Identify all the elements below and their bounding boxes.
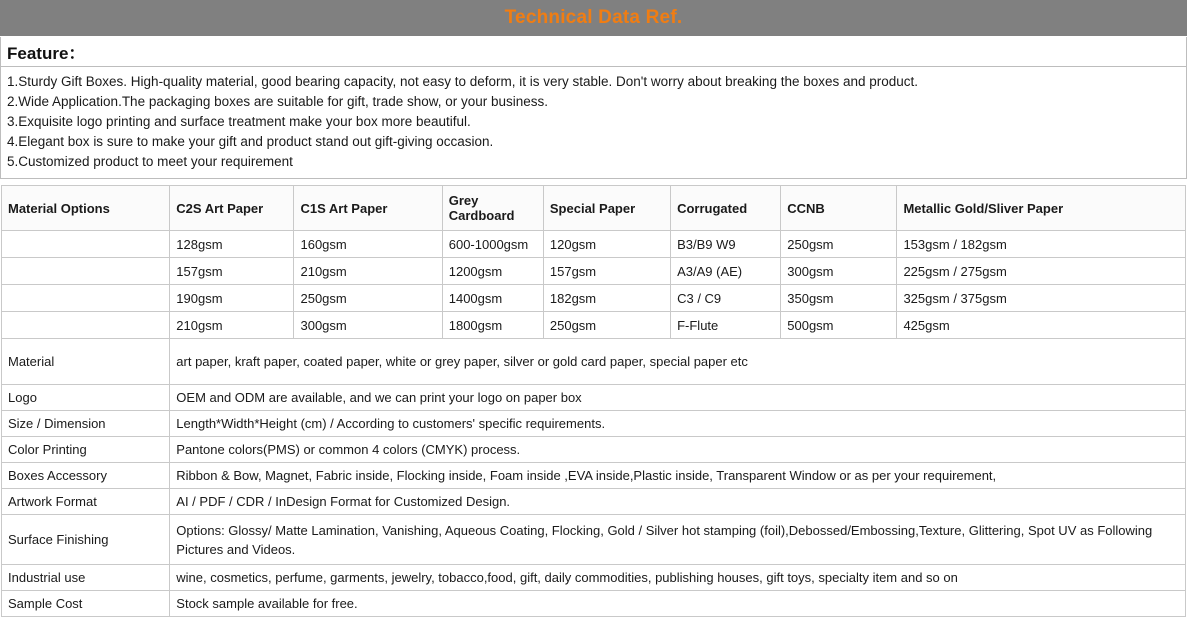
feature-line: 4.Elegant box is sure to make your gift and product stand out gift-giving occasion.: [7, 134, 494, 149]
material-cell: 1200gsm: [442, 258, 543, 285]
material-header-cell: Grey Cardboard: [442, 186, 543, 231]
detail-label: Logo: [2, 385, 170, 411]
table-row: [2, 285, 1186, 312]
material-cell: F-Flute: [671, 312, 781, 339]
material-cell: B3/B9 W9: [671, 231, 781, 258]
material-cell: 120gsm: [543, 231, 670, 258]
table-row: [2, 437, 1186, 463]
feature-line: 5.Customized product to meet your requirement: [7, 154, 293, 169]
table-row: [2, 463, 1186, 489]
detail-value: Options: Glossy/ Matte Lamination, Vanishing, Aqueous Coating, Flocking, Gold / Silver hot stamping (foil),Debossed/Embossing,Texture, Glittering, Spot UV as Following Pictures and Videos.: [170, 515, 1186, 565]
detail-value: Pantone colors(PMS) or common 4 colors (CMYK) process.: [170, 437, 1186, 463]
material-header-cell: C2S Art Paper: [170, 186, 294, 231]
material-header-cell: C1S Art Paper: [294, 186, 442, 231]
material-cell: [2, 285, 170, 312]
material-cell: 350gsm: [781, 285, 897, 312]
material-cell: 500gsm: [781, 312, 897, 339]
material-cell: 1800gsm: [442, 312, 543, 339]
detail-label: Boxes Accessory: [2, 463, 170, 489]
feature-heading: Feature：: [7, 44, 86, 63]
table-row: [2, 411, 1186, 437]
material-cell: 250gsm: [543, 312, 670, 339]
material-cell: C3 / C9: [671, 285, 781, 312]
material-cell: 210gsm: [170, 312, 294, 339]
feature-line: 1.Sturdy Gift Boxes. High-quality material, good bearing capacity, not easy to deform, it is very stable. Don't worry about breaking the boxes and product.: [7, 74, 919, 89]
material-cell: [2, 258, 170, 285]
detail-value: OEM and ODM are available, and we can print your logo on paper box: [170, 385, 1186, 411]
detail-value: art paper, kraft paper, coated paper, white or grey paper, silver or gold card paper, special paper etc: [170, 339, 1186, 385]
table-row: [2, 385, 1186, 411]
detail-value: AI / PDF / CDR / InDesign Format for Customized Design.: [170, 489, 1186, 515]
table-row: [2, 258, 1186, 285]
material-cell: 600-1000gsm: [442, 231, 543, 258]
material-cell: 300gsm: [781, 258, 897, 285]
feature-list: [0, 67, 1187, 179]
material-cell: 1400gsm: [442, 285, 543, 312]
material-cell: 160gsm: [294, 231, 442, 258]
material-header-row: [2, 186, 1186, 231]
material-header-cell: Material Options: [2, 186, 170, 231]
specification-table: [1, 185, 1186, 617]
material-header-cell: Special Paper: [543, 186, 670, 231]
table-row: [2, 339, 1186, 385]
page-title: Technical Data Ref.: [504, 7, 683, 28]
material-cell: [2, 312, 170, 339]
material-cell: 250gsm: [781, 231, 897, 258]
detail-label: Artwork Format: [2, 489, 170, 515]
title-bar: [0, 0, 1187, 37]
material-cell: 182gsm: [543, 285, 670, 312]
detail-label: Size / Dimension: [2, 411, 170, 437]
table-row: [2, 591, 1186, 617]
material-cell: 157gsm: [170, 258, 294, 285]
material-header-cell: Metallic Gold/Sliver Paper: [897, 186, 1186, 231]
material-header-cell: CCNB: [781, 186, 897, 231]
table-row: [2, 515, 1186, 565]
material-cell: 425gsm: [897, 312, 1186, 339]
table-row: [2, 489, 1186, 515]
detail-label: Surface Finishing: [2, 515, 170, 565]
material-cell: 250gsm: [294, 285, 442, 312]
detail-value: wine, cosmetics, perfume, garments, jewelry, tobacco,food, gift, daily commodities, publishing houses, gift toys, specialty item and so on: [170, 565, 1186, 591]
table-row: [2, 312, 1186, 339]
detail-value: Ribbon & Bow, Magnet, Fabric inside, Flocking inside, Foam inside ,EVA inside,Plastic inside, Transparent Window or as per your requirement,: [170, 463, 1186, 489]
material-cell: A3/A9 (AE): [671, 258, 781, 285]
material-cell: 325gsm / 375gsm: [897, 285, 1186, 312]
detail-value: Length*Width*Height (cm) / According to customers' specific requirements.: [170, 411, 1186, 437]
detail-value: Stock sample available for free.: [170, 591, 1186, 617]
table-row: [2, 231, 1186, 258]
detail-label: Material: [2, 339, 170, 385]
material-cell: 225gsm / 275gsm: [897, 258, 1186, 285]
detail-label: Industrial use: [2, 565, 170, 591]
material-cell: 128gsm: [170, 231, 294, 258]
detail-label: Sample Cost: [2, 591, 170, 617]
material-header-cell: Corrugated: [671, 186, 781, 231]
material-cell: [2, 231, 170, 258]
material-cell: 300gsm: [294, 312, 442, 339]
table-row: [2, 565, 1186, 591]
feature-heading-row: [0, 37, 1187, 67]
material-cell: 157gsm: [543, 258, 670, 285]
detail-label: Color Printing: [2, 437, 170, 463]
material-cell: 210gsm: [294, 258, 442, 285]
feature-line: 3.Exquisite logo printing and surface treatment make your box more beautiful.: [7, 114, 471, 129]
feature-line: 2.Wide Application.The packaging boxes are suitable for gift, trade show, or your business.: [7, 94, 549, 109]
material-cell: 153gsm / 182gsm: [897, 231, 1186, 258]
material-cell: 190gsm: [170, 285, 294, 312]
